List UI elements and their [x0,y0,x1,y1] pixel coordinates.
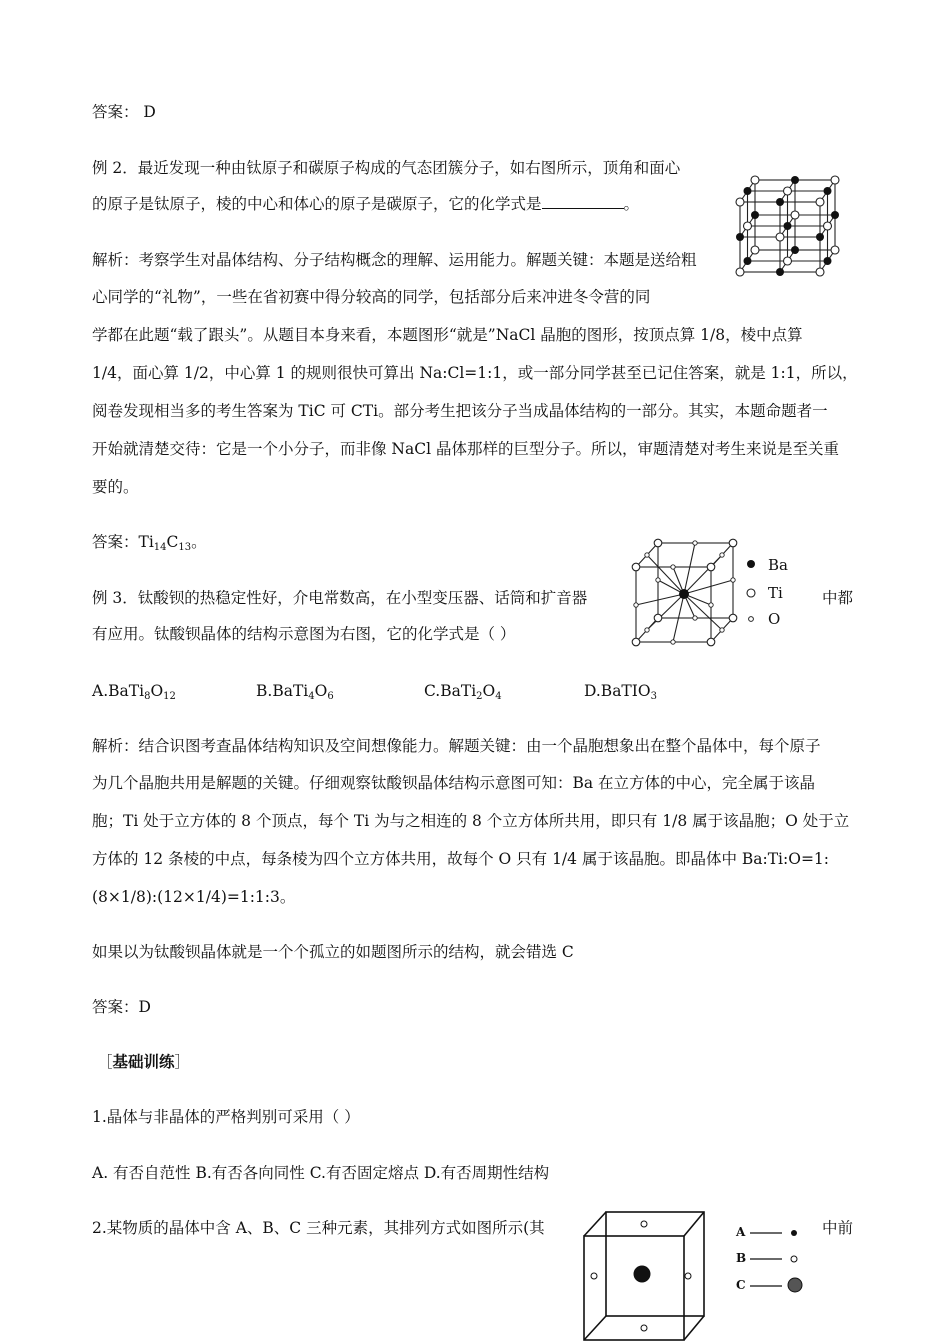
ex3-analysis-line1: 解析：结合识图考查晶体结构知识及空间想像能力。解题关键：由一个晶胞想象出在整个晶体中，每个原子 [92,737,821,755]
answer-ex2-sub2: 13 [178,542,192,553]
option-c-pre: C.BaTi [424,682,477,700]
ex3-note: 如果以为钛酸钡晶体就是一个个孤立的如题图所示的结构，就会错选 C [92,943,574,961]
ex2-analysis-line4: 1/4，面心算 1/2，中心算 1 的规则很快可算出 Na:Cl=1:1，或一部分同学甚至已记住答案，就是 1:1，所以， [92,364,858,382]
option-b-sub2: 6 [327,691,334,702]
option-b-mid: O [314,682,328,700]
ba-atom-center [679,589,689,599]
ex3-analysis-line2: 为几个晶胞共用是解题的关键。仔细观察钛酸钡晶体结构示意图可知：Ba 在立方体的中心，完全属于该晶 [92,774,816,792]
ex2-analysis-line3: 学都在此题“载了跟头”。从题目本身来看，本题图形“就是”NaCl 晶胞的图形，按顶点算 1/8，棱中点算 [92,326,803,344]
answer-ex2-mid: C [166,533,179,551]
ex2-analysis-line6: 开始就清楚交待：它是一个小分子，而非像 NaCl 晶体那样的巨型分子。所以，审题清楚对考生来说是至关重 [92,440,839,458]
answer-ex3: 答案：D [92,998,151,1016]
section-heading-basic-training [97,1052,190,1072]
c-atom-center [634,1266,651,1283]
ex2-analysis-line7: 要的。 [92,478,139,496]
q1-options: A. 有否自范性 B.有否各向同性 C.有否固定熔点 D.有否周期性结构 [92,1164,550,1182]
ex3-question-line1: 例 3．钛酸钡的热稳定性好，介电常数高，在小型变压器、话筒和扩音器 [92,589,588,607]
option-c-mid: O [482,682,496,700]
q1-text: 1.晶体与非晶体的严格判别可采用（ ） [92,1108,360,1126]
answer-ex2-sub1: 14 [153,542,167,553]
ex3-option-b [256,681,334,701]
legend-a-label: A [736,1225,746,1239]
heading-bracket-right: ］ [174,1053,191,1071]
ex2-analysis-line2: 心同学的“礼物”，一些在省初赛中得分较高的同学，包括部分后来冲进冬令营的同 [92,288,651,306]
ex2-analysis-line1: 解析：考察学生对晶体结构、分子结构概念的理解、运用能力。解题关键：本题是送给粗 [92,251,697,269]
option-b-sub1: 4 [308,691,315,702]
ex3-analysis-line4: 方体的 12 条棱的中点，每条棱为四个立方体共用，故每个 O 只有 1/4 属于该晶胞。即晶体中 Ba:Ti:O=1: [92,850,830,868]
ex2-question-line2 [92,194,639,214]
q2-text-end: 中前 [822,1219,854,1237]
answer-ex2-prefix: 答案：Ti [92,533,154,551]
legend-ti-label: Ti [768,584,783,602]
option-a-pre: A.BaTi [92,682,145,700]
legend-c-symbol [788,1278,802,1292]
batio3-legend-symbols [744,555,758,629]
option-a-mid: O [150,682,164,700]
option-d-sub: 3 [650,691,657,702]
option-c-sub1: 2 [476,691,483,702]
ex2-question-end: 。 [623,195,640,213]
ex3-option-d [584,681,657,701]
abc-crystal-figure [578,1208,708,1344]
option-d-pre: D.BaTIO [584,682,651,700]
answer-ex1: 答案： D [92,103,156,121]
q2-text: 2.某物质的晶体中含 A、B、C 三种元素，其排列方式如图所示(其 [92,1219,545,1237]
ex3-option-a [92,681,176,701]
barium-titanate-figure [630,535,740,650]
option-a-sub1: 8 [144,691,151,702]
ex2-analysis-line5: 阅卷发现相当多的考生答案为 TiC 可 CTi。部分考生把该分子当成晶体结构的一部分。其实，本题命题者一 [92,402,828,420]
option-c-sub2: 4 [495,691,502,702]
legend-ba-label: Ba [768,556,788,574]
ex3-analysis-line3: 胞；Ti 处于立方体的 8 个顶点，每个 Ti 为与之相连的 8 个立方体所共用，即只有 1/8 属于该晶胞；O 处于立 [92,812,850,830]
ex3-analysis-line5: (8×1/8):(12×1/4)=1:1:3。 [92,888,296,906]
legend-o-symbol [749,617,754,622]
titanium-carbide-cluster-figure [728,172,844,282]
legend-ti-symbol [747,589,755,597]
legend-b-label: B [736,1251,747,1265]
legend-a-symbol [791,1230,797,1236]
heading-bracket-left: ［ [97,1053,113,1071]
legend-o-label: O [768,610,781,628]
legend-c-label: C [736,1278,746,1292]
ex3-question-line2: 有应用。钛酸钡晶体的结构示意图为右图，它的化学式是（ ） [92,625,516,643]
option-b-pre: B.BaTi [256,682,309,700]
ex3-option-c [424,681,502,701]
answer-ex2-suffix: 。 [191,533,207,551]
legend-b-symbol [791,1256,797,1262]
answer-ex2 [92,532,207,552]
ex2-question-line1: 例 2．最近发现一种由钛原子和碳原子构成的气态团簇分子，如右图所示，顶角和面心 [92,159,681,177]
ex2-question-text: 的原子是钛原子，棱的中心和体心的原子是碳原子，它的化学式是 [92,195,542,213]
option-a-sub2: 12 [163,691,176,702]
answer-blank [542,194,624,209]
heading-text: 基础训练 [112,1052,175,1071]
legend-ba-symbol [747,560,755,568]
ex3-question-line1-end: 中都 [822,589,854,607]
